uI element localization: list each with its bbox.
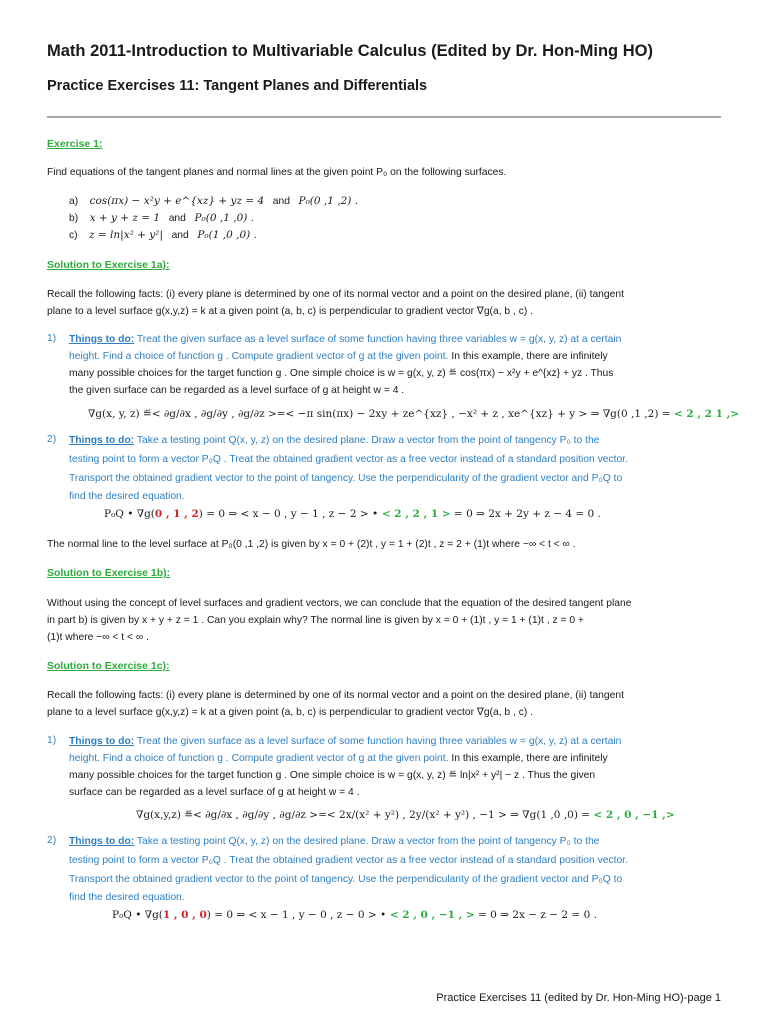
solution-1c-recall-line-2: plane to a level surface g(x,y,z) = k at a given point (a, b, c) is perpendicular to gradient vector ∇g(a, b , c) . bbox=[47, 707, 534, 718]
solution-1a-step-2-number: 2) bbox=[47, 434, 57, 445]
exercise-item-a: a) cos(πx) − x²y + e^{xz} + yz = 4 and P₀(0 ,1 ,2) . bbox=[69, 195, 359, 207]
solution-1b-line-2: in part b) is given by x + y + z = 1 . Can you explain why? The normal line is given by x = 0 + (1)t , y = 1 + (1)t , z = 0 + bbox=[47, 615, 584, 626]
solution-1c-step-1-line-2: height. Find a choice of function g . Compute gradient vector of g at the given point. In this example, there are infinitely bbox=[69, 753, 608, 764]
solution-1a-step-1-line-1: Things to do: Treat the given surface as a level surface of some function having three variables w = g(x, y, z) at a certain bbox=[69, 334, 622, 345]
solution-1a-recall-line-2: plane to a level surface g(x,y,z) = k at a given point (a, b, c) is perpendicular to gradient vector ∇g(a, b , c) . bbox=[47, 306, 534, 317]
solution-1c-step-1-number: 1) bbox=[47, 735, 57, 746]
solution-1c-recall-line-1: Recall the following facts: (i) every plane is determined by one of its normal vector and a point on the desired plane, (ii) tangent bbox=[47, 690, 624, 701]
solution-1c-step-1-line-3: many possible choices for the target function g . One simple choice is w = g(x, y, z) ≝ ln|x² + y²| − z . Thus the given bbox=[69, 770, 596, 781]
solution-1c-plane-equation: P₀Q • ∇g(1 , 0 , 0) = 0 ⇒ < x − 1 , y − 0 , z − 0 > • < 2 , 0 , −1 , > = 0 ⇒ 2x − z − 2 = 0 . bbox=[112, 909, 597, 921]
solution-1a-step-1-line-2: height. Find a choice of function g . Compute gradient vector of g at the given point. In this example, there are infinitely bbox=[69, 351, 608, 362]
solution-1c-gradient-equation: ∇g(x,y,z) ≝< ∂g/∂x , ∂g/∂y , ∂g/∂z >=< 2x/(x² + y²) , 2y/(x² + y²) , −1 > ⇒ ∇g(1 ,0 ,0) = < 2 , 0 , −1 ,> bbox=[136, 809, 675, 821]
solution-1c-step-2-number: 2) bbox=[47, 835, 57, 846]
solution-1a-step-1-line-4: the given surface can be regarded as a level surface of g at height w = 4 . bbox=[69, 385, 405, 396]
solution-1c-step-1-line-4: surface can be regarded as a level surface of g at height w = 4 . bbox=[69, 787, 360, 798]
solution-1b-line-1: Without using the concept of level surfaces and gradient vectors, we can conclude that the equation of the desired tangent plane bbox=[47, 598, 632, 609]
solution-1b-heading: Solution to Exercise 1b): bbox=[47, 567, 171, 579]
solution-1a-step-2-line-1: Things to do: Take a testing point Q(x, y, z) on the desired plane. Draw a vector from the point of tangency P₀ to the bbox=[69, 435, 600, 446]
solution-1a-step-2-line-2: testing point to form a vector P₀Q . Treat the obtained gradient vector as a free vector instead of a standard position vector. bbox=[69, 454, 628, 465]
document-title: Math 2011-Introduction to Multivariable Calculus (Edited by Dr. Hon-Ming HO) bbox=[47, 42, 653, 60]
solution-1a-plane-equation: P₀Q • ∇g(0 , 1 , 2) = 0 ⇒ < x − 0 , y − 1 , z − 2 > • < 2 , 2 , 1 > = 0 ⇒ 2x + 2y + z − 4 = 0 . bbox=[104, 508, 601, 520]
solution-1a-step-2-line-3: Transport the obtained gradient vector to the point of tangency. Use the perpendicularity of the gradient vector and P₀Q to bbox=[69, 473, 623, 484]
solution-1a-step-1-line-3: many possible choices for the target function g . One simple choice is w = g(x, y, z) ≝ cos(πx) − x²y + e^{xz} + yz . Thus bbox=[69, 368, 614, 379]
solution-1c-step-1-line-1: Things to do: Treat the given surface as a level surface of some function having three variables w = g(x, y, z) at a certain bbox=[69, 736, 622, 747]
solution-1a-heading: Solution to Exercise 1a): bbox=[47, 259, 170, 271]
title-divider bbox=[47, 116, 721, 118]
exercise-1-heading: Exercise 1: bbox=[47, 138, 103, 150]
solution-1c-step-2-line-3: Transport the obtained gradient vector to the point of tangency. Use the perpendicularity of the gradient vector and P₀Q to bbox=[69, 874, 623, 885]
solution-1a-recall-line-1: Recall the following facts: (i) every plane is determined by one of its normal vector and a point on the desired plane, (ii) tangent bbox=[47, 289, 624, 300]
solution-1a-normal-line: The normal line to the level surface at P₀(0 ,1 ,2) is given by x = 0 + (2)t , y = 1 + (2)t , z = 2 + (1)t where −∞ < t < ∞ . bbox=[47, 539, 576, 550]
solution-1c-step-2-line-4: find the desired equation. bbox=[69, 892, 185, 903]
solution-1c-heading: Solution to Exercise 1c): bbox=[47, 660, 170, 672]
document-subtitle: Practice Exercises 11: Tangent Planes and Differentials bbox=[47, 78, 428, 94]
page-footer: Practice Exercises 11 (edited by Dr. Hon-Ming HO)-page 1 bbox=[436, 992, 721, 1004]
solution-1a-gradient-equation: ∇g(x, y, z) ≝< ∂g/∂x , ∂g/∂y , ∂g/∂z >=< −π sin(πx) − 2xy + ze^{xz} , −x² + z , xe^{xz} + y > ⇒ ∇g(0 ,1 ,2) = < 2 , 2 1 ,> bbox=[88, 408, 740, 420]
solution-1b-line-3: (1)t where −∞ < t < ∞ . bbox=[47, 632, 149, 643]
exercise-1-prompt: Find equations of the tangent planes and normal lines at the given point P₀ on the following surfaces. bbox=[47, 167, 507, 178]
solution-1c-step-2-line-1: Things to do: Take a testing point Q(x, y, z) on the desired plane. Draw a vector from the point of tangency P₀ to the bbox=[69, 836, 600, 847]
solution-1a-step-1-number: 1) bbox=[47, 333, 57, 344]
exercise-item-c: c) z = ln|x² + y²| and P₀(1 ,0 ,0) . bbox=[69, 229, 257, 241]
solution-1a-step-2-line-4: find the desired equation. bbox=[69, 491, 185, 502]
exercise-item-b: b) x + y + z = 1 and P₀(0 ,1 ,0) . bbox=[69, 212, 255, 224]
solution-1c-step-2-line-2: testing point to form a vector P₀Q . Treat the obtained gradient vector as a free vector instead of a standard position vector. bbox=[69, 855, 628, 866]
